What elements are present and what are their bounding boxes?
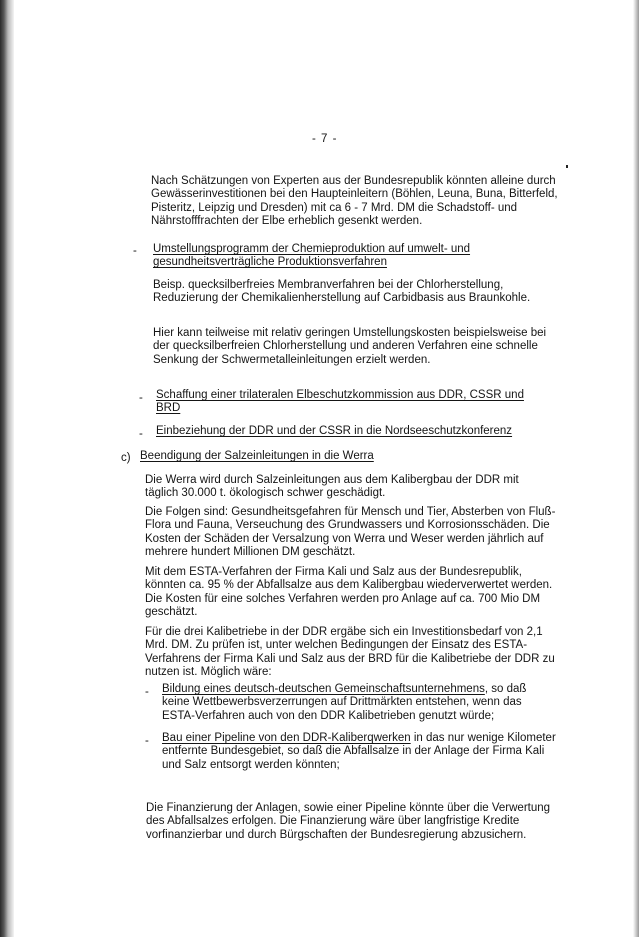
folgen-paragraph: Die Folgen sind: Gesundheitsgefahren für Mensch und Tier, Absterben von Fluß-Flora und Fauna, Verseuchung des Grundwassers und Korrosionsschäden. Die Kosten der Schäden der Versalzung von Werra und Weser werden jährlich auf mehrere hundert Millionen DM geschätzt.	[145, 506, 556, 559]
umstellung-costs: Hier kann teilweise mit relativ geringen Umstellungskosten beispielsweise bei der quecksilberfreien Chlorherstellung und anderen Verfahren eine schnelle Senkung der Schwermetalleinleitungen erzielt werden.	[153, 327, 547, 366]
heading-nordseeschutzkonferenz: Einbeziehung der DDR und der CSSR in die Nordseeschutzkonferenz	[156, 425, 513, 437]
heading-salzeinleitungen: Beendigung der Salzeinleitungen in die Werra	[140, 450, 374, 462]
bullet-umstellung: -	[133, 245, 137, 257]
bullet-kommission: -	[139, 392, 143, 404]
bildung-text: , so daß keine Wettbewerbsverzerrungen auf Drittmärkten entstehen, wenn das ESTA-Verfahren auch von den DDR Kalibetrieben genutzt würde;	[162, 683, 527, 722]
umstellung-example: Beisp. quecksilberfreies Membranverfahren bei der Chlorherstellung, Reduzierung der Chemikalienherstellung auf Carbidbasis aus Braunkohle.	[153, 279, 531, 305]
scan-speck	[566, 165, 568, 168]
pipeline-heading: Bau einer Pipeline von den DDR-Kaliberqwerken	[162, 732, 411, 744]
heading-umstellungsprogramm: Umstellungsprogramm der Chemieproduktion auf umwelt- und gesundheitsverträgliche Produktionsverfahren	[153, 243, 471, 269]
section-c-label: c)	[121, 452, 131, 464]
pipeline-text: in das nur wenige Kilometer entfernte Bundesgebiet, so daß die Abfallsalze in der Anlage der Firma Kali und Salz entsorgt werden könnten;	[162, 732, 556, 771]
pipeline-item	[162, 732, 557, 772]
investition-paragraph: Für die drei Kalibetriebe in der DDR ergäbe sich ein Investitionsbedarf von 2,1 Mrd. DM. Zu prüfen ist, unter welchen Bedingungen der Einsatz des ESTA-Verfahrens der Firma Kali und Salz aus der BRD für die Kalibetriebe der DDR zu nutzen ist. Möglich wäre:	[145, 626, 555, 679]
bildung-heading: Bildung eines deutsch-deutschen Gemeinschaftsunternehmens	[162, 683, 485, 695]
finanzierung-paragraph: Die Finanzierung der Anlagen, sowie einer Pipeline könnte über die Verwertung des Abfallsalzes erfolgen. Die Finanzierung wäre über langfristige Kredite vorfinanzierbar und durch Bürgschaften der Bundesregierung abzusichern.	[146, 802, 551, 841]
bullet-bildung: -	[145, 686, 149, 698]
scan-right-edge	[633, 0, 639, 937]
bullet-pipeline: -	[145, 735, 149, 747]
bullet-einbeziehung: -	[139, 428, 143, 440]
heading-elbeschutzkommission: Schaffung einer trilateralen Elbeschutzkommission aus DDR, CSSR und BRD	[156, 389, 524, 415]
esta-paragraph: Mit dem ESTA-Verfahren der Firma Kali und Salz aus der Bundesrepublik, könnten ca. 95 % der Abfallsalze aus dem Kalibergbau wiederverwertet werden. Die Kosten für eine solches Verfahren werden pro Anlage auf ca. 700 Mio DM geschätzt.	[145, 566, 553, 619]
werra-paragraph: Die Werra wird durch Salzeinleitungen aus dem Kalibergbau der DDR mit täglich 30.000 t. ökologisch schwer geschädigt.	[145, 474, 519, 500]
page-number: - 7 -	[312, 133, 338, 145]
bildung-item	[162, 683, 554, 723]
scan-left-edge	[0, 0, 14, 937]
intro-paragraph: Nach Schätzungen von Experten aus der Bundesrepublik könnten alleine durch Gewässerinvestitionen bei den Haupteinleitern (Böhlen, Leuna, Buna, Bitterfeld, Pisteritz, Leipzig und Dresden) mit ca 6 - 7 Mrd. DM die Schadstoff- und Nährstofffrachten der Elbe erheblich gesenkt werden.	[151, 175, 558, 228]
